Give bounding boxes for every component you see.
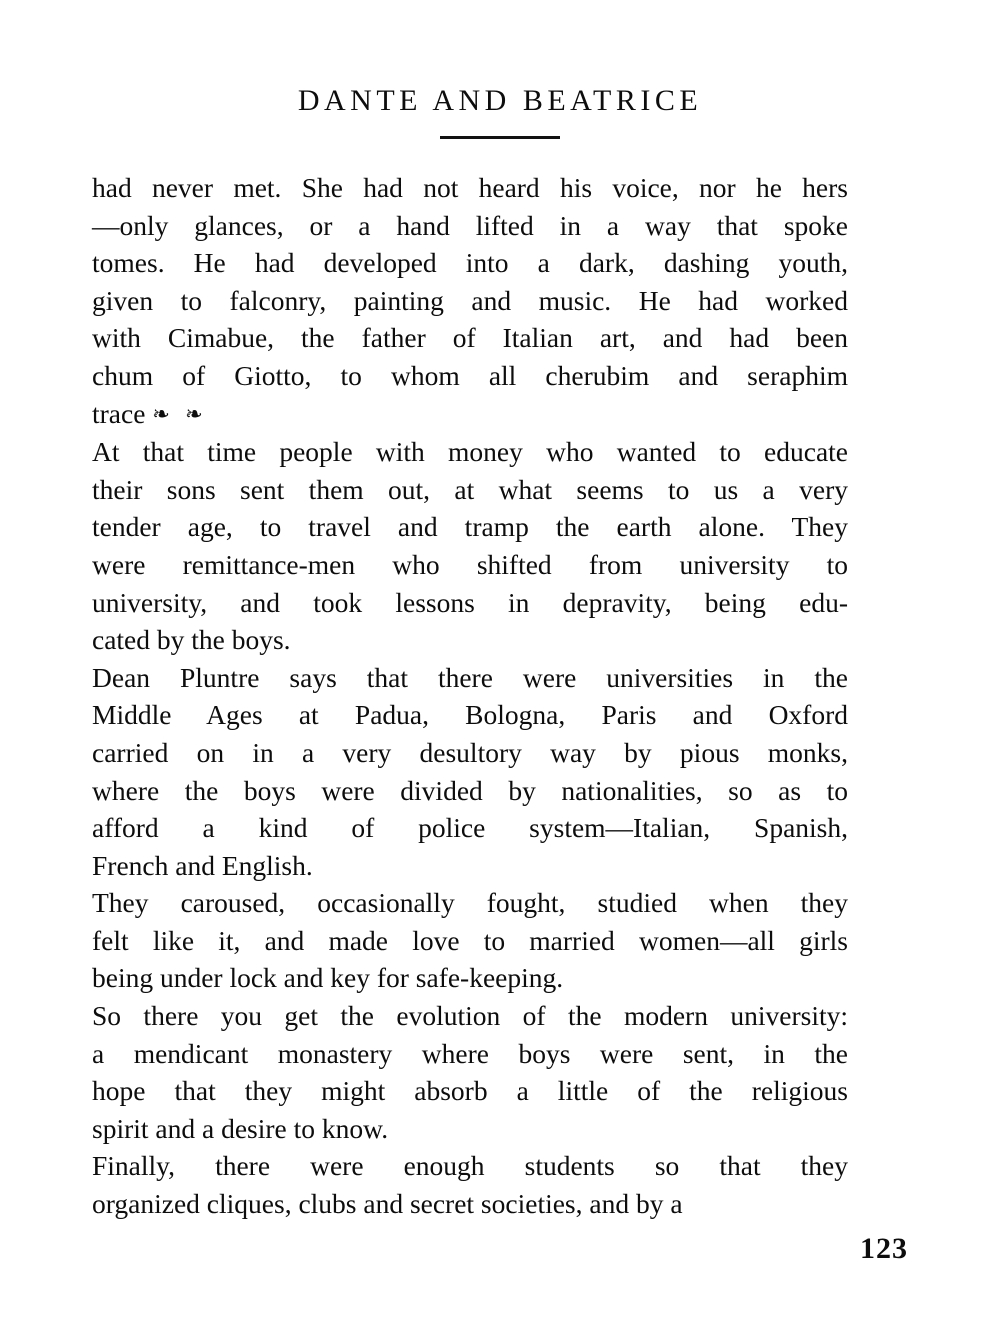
paragraph <box>92 169 848 433</box>
text-line: —only glances, or a hand lifted in a way that spoke <box>92 209 848 241</box>
text-line: felt like it, and made love to married women—all girls <box>92 924 848 956</box>
text-line: afford a kind of police system—Italian, Spanish, <box>92 812 848 844</box>
text-line <box>92 395 848 434</box>
text-line: hope that they might absorb a little of the religious <box>92 1075 848 1107</box>
text-line: given to falconry, painting and music. He had worked <box>92 284 848 316</box>
paragraph <box>92 1147 848 1222</box>
text-line: tender age, to travel and tramp the earth alone. They <box>92 511 848 543</box>
paragraph <box>92 997 848 1147</box>
text-line: a mendicant monastery where boys were sent, in the <box>92 1037 848 1069</box>
page-title: DANTE AND BEATRICE <box>297 84 703 117</box>
text-line: had never met. She had not heard his voice, nor he hers <box>92 172 848 203</box>
text-line: with Cimabue, the father of Italian art, and had been <box>92 322 848 354</box>
text-line: being under lock and key for safe-keeping. <box>92 962 564 994</box>
paragraph <box>92 659 848 885</box>
text-line: cated by the boys. <box>92 624 291 656</box>
text-line: where the boys were divided by nationalities, so as to <box>92 774 848 806</box>
fleuron-ornament-icon: ❧ ❧ <box>152 401 208 426</box>
paragraph <box>92 884 848 997</box>
text-line: carried on in a very desultory way by pious monks, <box>92 736 848 768</box>
text-line: tomes. He had developed into a dark, dashing youth, <box>92 247 848 279</box>
page-body <box>92 169 848 1223</box>
text-line: They caroused, occasionally fought, studied when they <box>92 887 848 919</box>
text-line: Finally, there were enough students so that they <box>92 1150 848 1182</box>
page-number: 123 <box>860 1232 908 1265</box>
text-line: Middle Ages at Padua, Bologna, Paris and Oxford <box>92 699 848 731</box>
text-line: So there you get the evolution of the modern university: <box>92 1000 848 1032</box>
text-line: At that time people with money who wanted to educate <box>92 436 848 468</box>
text-line: Dean Pluntre says that there were universities in the <box>92 661 848 693</box>
paragraph <box>92 433 848 659</box>
text-line: organized cliques, clubs and secret societies, and by a <box>92 1188 683 1220</box>
text-line: chum of Giotto, to whom all cherubim and seraphim <box>92 359 848 391</box>
text-line: their sons sent them out, at what seems to us a very <box>92 473 848 505</box>
text-line: were remittance-men who shifted from university to <box>92 548 848 580</box>
header-divider <box>440 136 560 139</box>
text-line: university, and took lessons in depravity, being edu- <box>92 586 848 618</box>
text-line: French and English. <box>92 849 313 881</box>
text-fragment: trace <box>92 397 146 429</box>
text-line: spirit and a desire to know. <box>92 1112 389 1144</box>
